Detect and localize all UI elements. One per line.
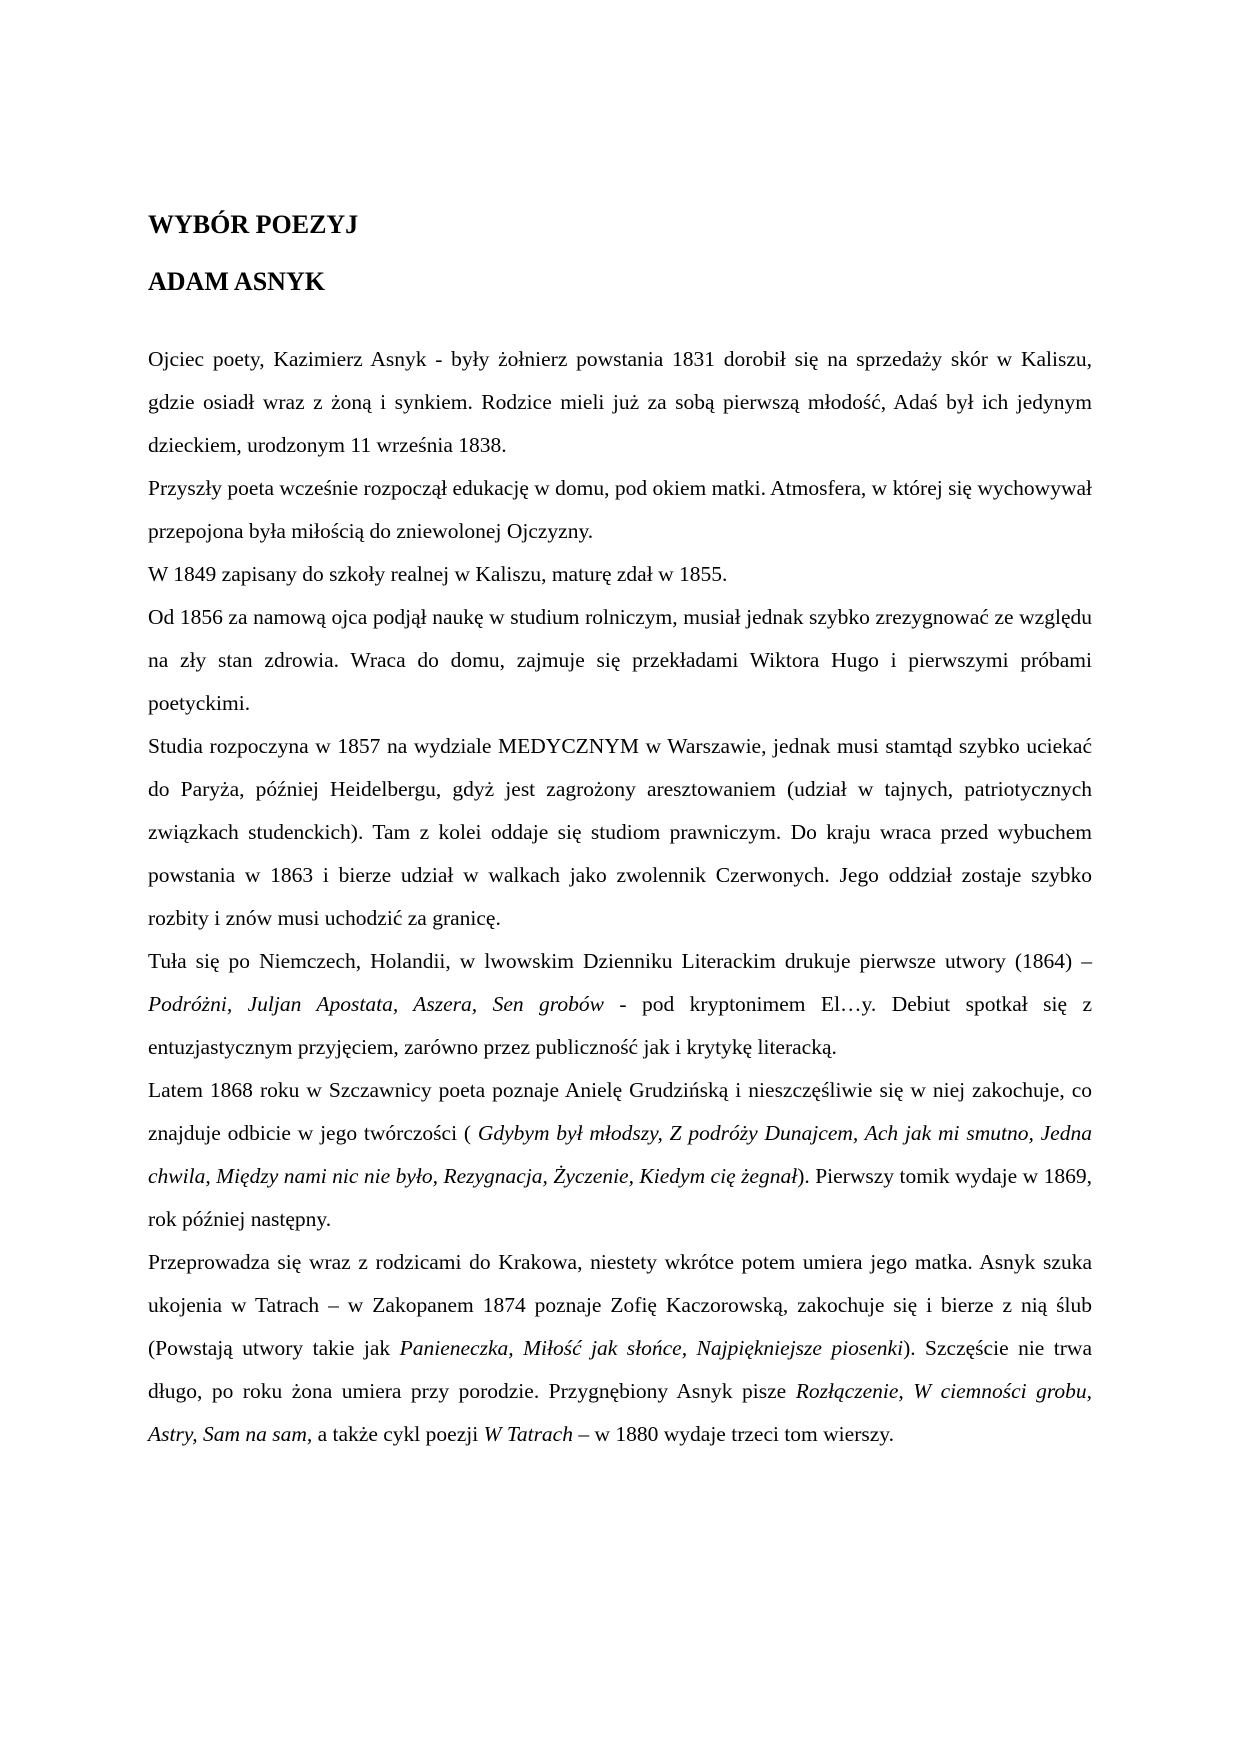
- paragraph: [148, 1069, 1092, 1241]
- document-page: [148, 196, 1092, 1456]
- document-titles: [148, 196, 1092, 310]
- paragraph: [148, 338, 1092, 467]
- document-body: [148, 338, 1092, 1456]
- paragraph: [148, 553, 1092, 596]
- paragraph-text: Od 1856 za namową ojca podjął naukę w studium rolniczym, musiał jednak szybko zrezygnować ze względu na zły stan zdrowia. Wraca do domu, zajmuje się przekładami Wiktora Hugo i pierwszymi próbami poetyckimi.: [148, 605, 1092, 715]
- paragraph-text: Przyszły poeta wcześnie rozpoczął edukację w domu, pod okiem matki. Atmosfera, w której się wychowywał przepojona była miłością do zniewolonej Ojczyzny.: [148, 476, 1092, 543]
- document-title: WYBÓR POEZYJ: [148, 210, 359, 239]
- paragraph-text: – w 1880 wydaje trzeci tom wierszy.: [572, 1422, 894, 1446]
- italic-title-text: W Tatrach: [483, 1422, 573, 1446]
- paragraph-text: Ojciec poety, Kazimierz Asnyk - były żołnierz powstania 1831 dorobił się na sprzedaży skór w Kaliszu, gdzie osiadł wraz z żoną i synkiem. Rodzice mieli już za sobą pierwszą młodość, Adaś był ich jedynym dzieckiem, urodzonym 11 września 1838.: [148, 347, 1092, 457]
- italic-title-text: Panieneczka, Miłość jak słońce, Najpiękniejsze piosenki: [399, 1336, 904, 1360]
- paragraph-text: Latem 1868 roku w Szczawnicy poeta poznaje Anielę Grudzińską i nieszczęśliwie się w niej zakochuje, co znajduje odbicie w jego twórczości (: [148, 1078, 1092, 1145]
- paragraph-text: Tuła się po Niemczech, Holandii, w lwowskim Dzienniku Literackim drukuje pierwsze utwory (1864) –: [148, 949, 1092, 973]
- paragraph-text: ). Szczęście nie trwa długo, po roku żona umiera przy porodzie. Przygnębiony Asnyk pisze: [148, 1336, 1093, 1403]
- paragraph-text: - pod kryptonimem El…y. Debiut spotkał się z entuzjastycznym przyjęciem, zarówno przez publiczność jak i krytykę literacką.: [148, 992, 1093, 1059]
- italic-title-text: Gdybym był młodszy, Z podróży Dunajcem, Ach jak mi smutno, Jedna chwila, Między nami nic nie było, Rezygnacja, Życzenie, Kiedym cię żegnał: [148, 1121, 1092, 1188]
- paragraph-text: Studia rozpoczyna w 1857 na wydziale MEDYCZNYM w Warszawie, jednak musi stamtąd szybko uciekać do Paryża, później Heidelbergu, gdyż jest zagrożony aresztowaniem (udział w tajnych, patriotycznych związkach studenckich). Tam z kolei oddaje się studiom prawniczym. Do kraju wraca przed wybuchem powstania w 1863 i bierze udział w walkach jako zwolennik Czerwonych. Jego oddział zostaje szybko rozbity i znów musi uchodzić za granicę.: [148, 734, 1092, 930]
- italic-title-text: Podróżni, Juljan Apostata, Aszera, Sen grobów: [148, 992, 604, 1016]
- paragraph-text: a także cykl poezji: [312, 1422, 484, 1446]
- paragraph: [148, 1241, 1092, 1456]
- document-author: ADAM ASNYK: [148, 267, 325, 296]
- italic-title-text: Rozłączenie, W ciemności grobu, Astry, Sam na sam,: [148, 1379, 1093, 1446]
- paragraph: [148, 467, 1092, 553]
- paragraph: [148, 940, 1092, 1069]
- paragraph-text: Przeprowadza się wraz z rodzicami do Krakowa, niestety wkrótce potem umiera jego matka. Asnyk szuka ukojenia w Tatrach – w Zakopanem 1874 poznaje Zofię Kaczorowską, zakochuje się i bierze z nią ślub (Powstają utwory takie jak: [148, 1250, 1092, 1360]
- paragraph: [148, 596, 1092, 725]
- paragraph: [148, 725, 1092, 940]
- paragraph-text: W 1849 zapisany do szkoły realnej w Kaliszu, maturę zdał w 1855.: [148, 562, 728, 586]
- paragraph-text: ). Pierwszy tomik wydaje w 1869, rok później następny.: [148, 1164, 1093, 1231]
